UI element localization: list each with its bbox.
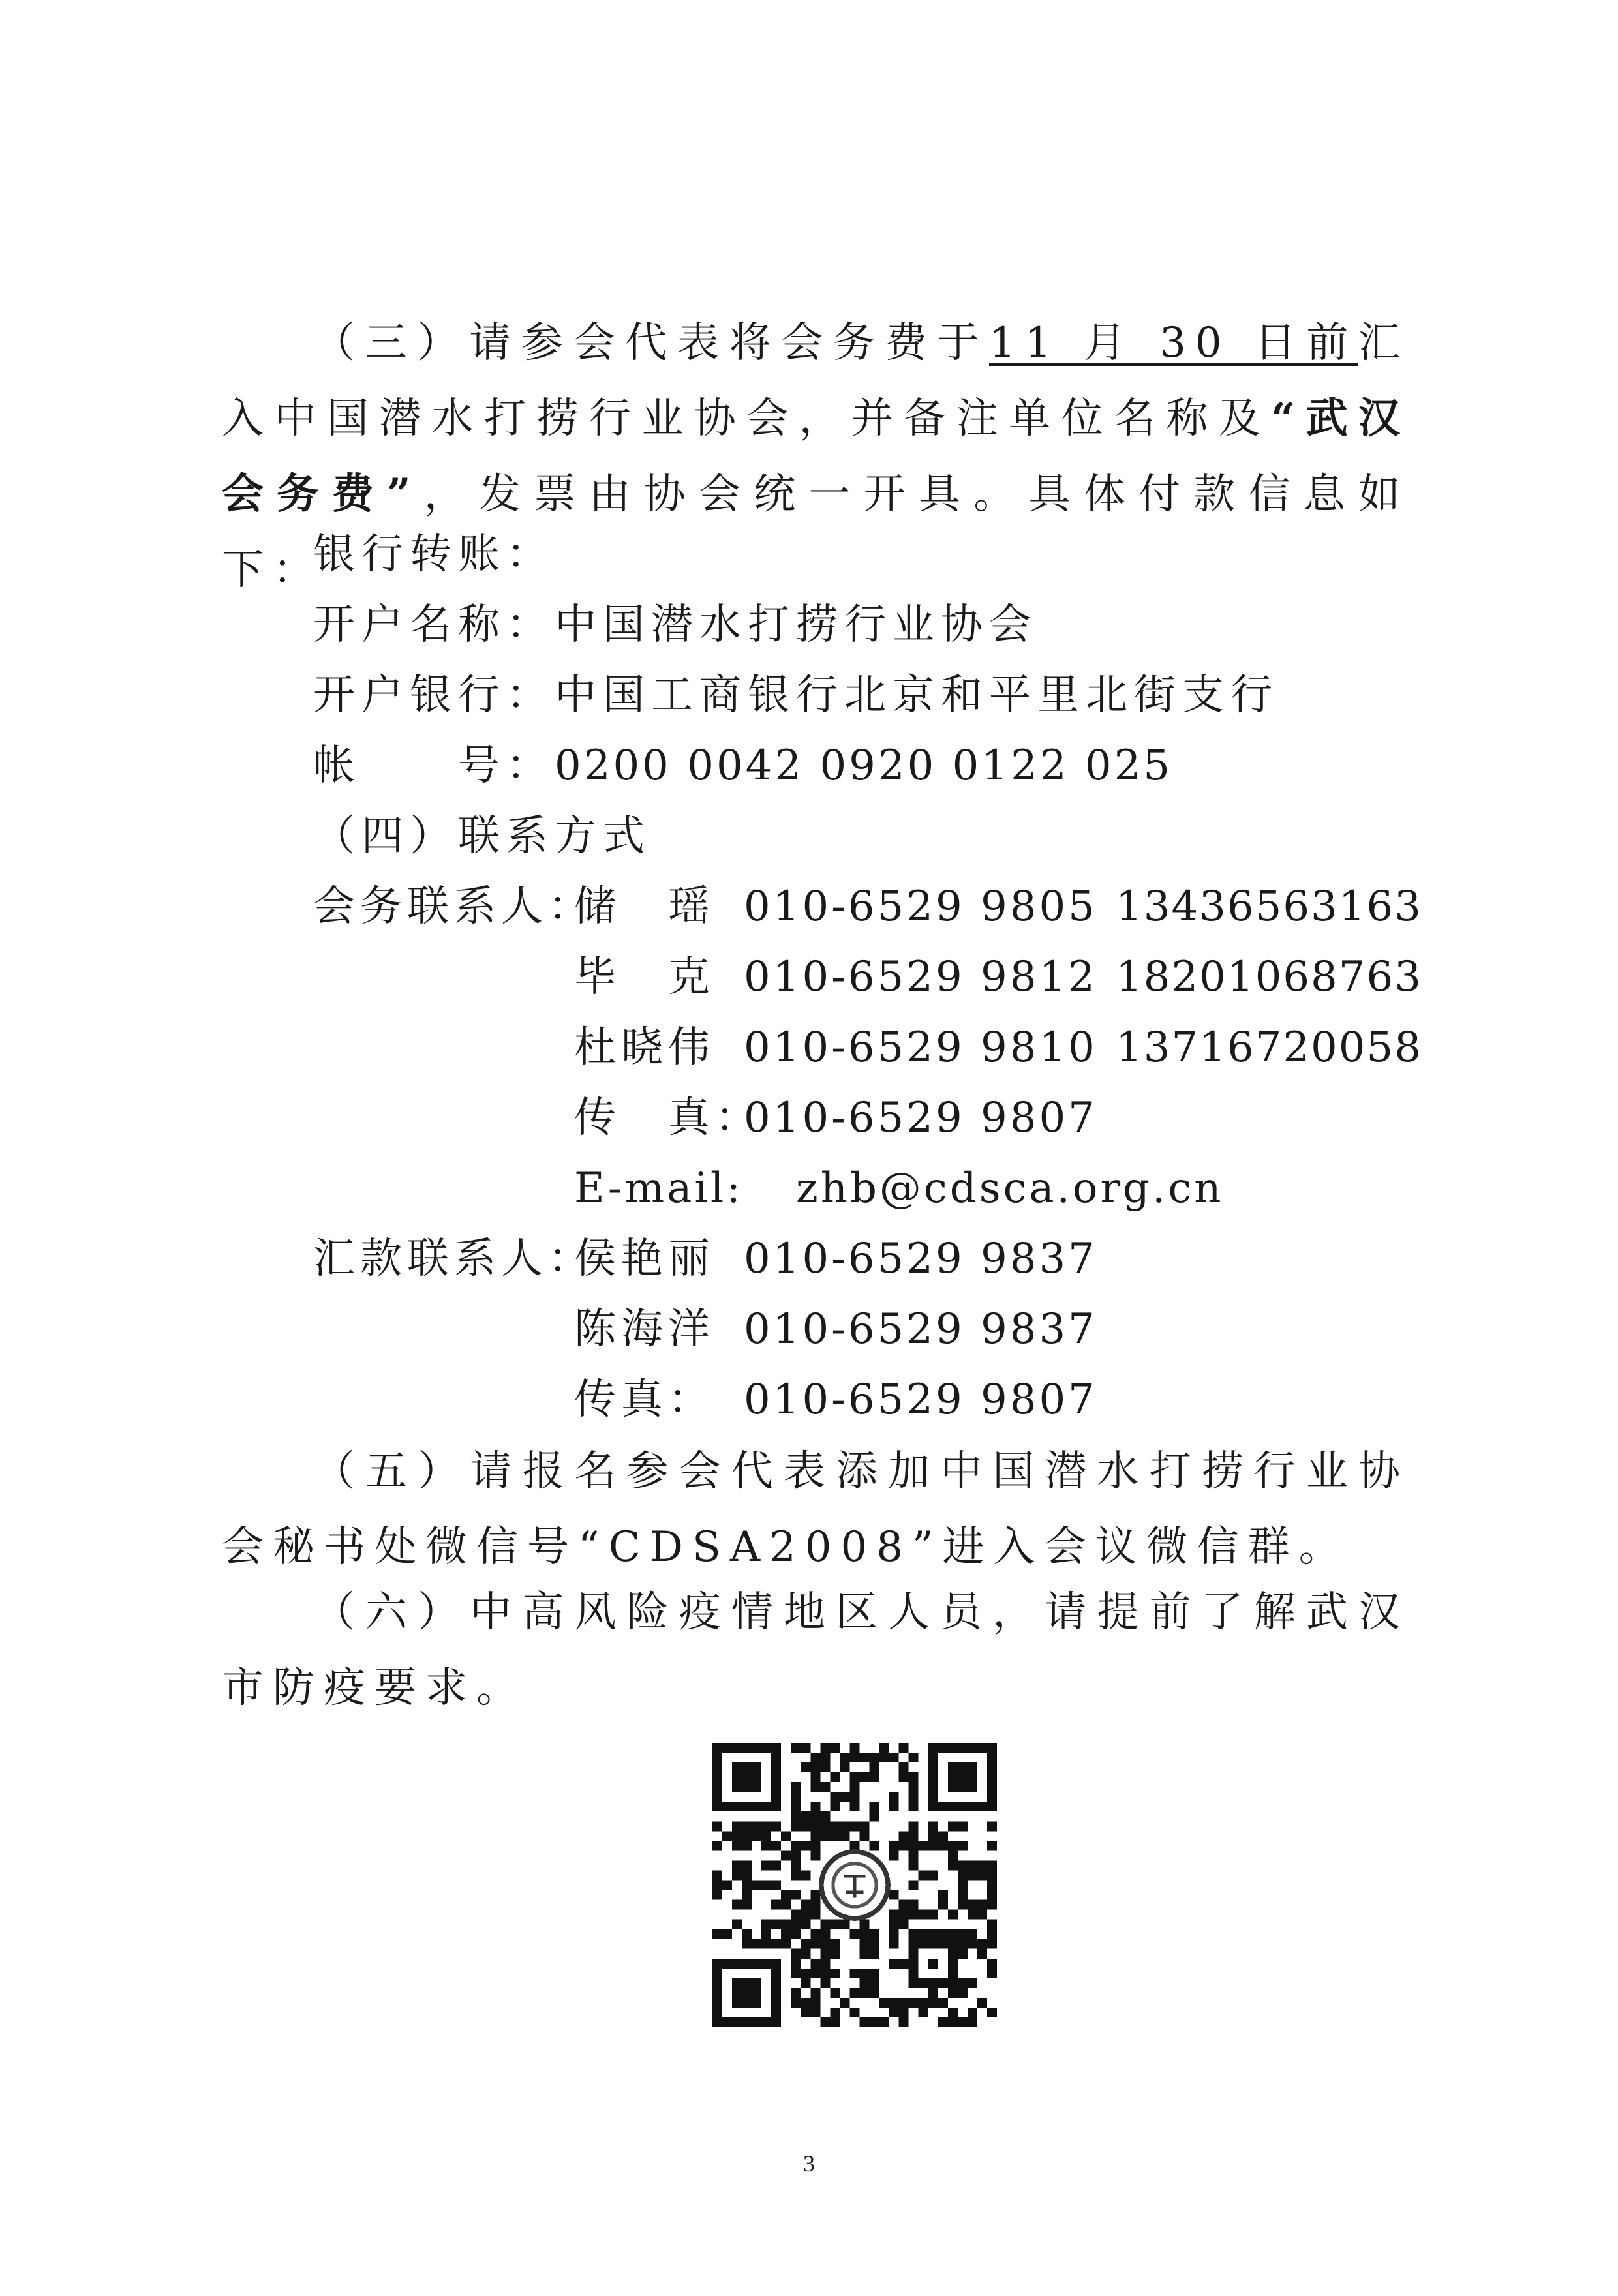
payment-deadline: 11 月 30 日前 [988,319,1359,367]
wechat-qr-code-icon [712,1743,997,2027]
fax-row: 传真： 010-6529 9807 [313,1365,1422,1435]
contact-row: 毕 克 010-6529 9812 18201068763 [574,953,1422,1001]
remit-contact-label: 汇款联系人： [313,1235,595,1283]
bank-name: 中国工商银行北京和平里北街支行 [555,671,1279,719]
contact-row: 会务联系人： 储 瑶 010-6529 9805 13436563163 [313,871,1422,942]
payment-remark: “武汉会务费” [222,394,1410,519]
account-name: 中国潜水打捞行业协会 [555,601,1037,649]
bank-line: 开户银行：中国工商银行北京和平里北街支行 [313,671,1279,719]
email-address: zhb@cdsca.org.cn [796,1164,1224,1213]
fax-row: 传 真： 010-6529 9807 [313,1083,1422,1153]
page-number: 3 [803,2151,815,2177]
payment-method: 银行转账： [313,530,555,579]
fax-number: 010-6529 9807 [744,1094,1097,1142]
section-5-paragraph: （五）请报名参会代表添加中国潜水打捞行业协会秘书处微信号“CDSA2008”进入会议微信群。 [222,1447,1409,1571]
account-number: 0200 0042 0920 0122 025 [555,742,1173,790]
section-3-paragraph: （三）请参会代表将会务费于11 月 30 日前汇入中国潜水打捞行业协会，并备注单位名称及“武汉会务费”，发票由协会统一开具。具体付款信息如下： [222,319,1410,594]
contact-row: 杜晓伟 010-6529 9810 13716720058 [574,1023,1422,1072]
contact-row: 汇款联系人： 侯艳丽 010-6529 9837 [313,1224,1422,1294]
contact-row: 陈海洋 010-6529 9837 [574,1305,1097,1353]
section-6-paragraph: （六）中高风险疫情地区人员，请提前了解武汉市防疫要求。 [222,1588,1409,1712]
section-4-title: （四）联系方式 [313,812,651,860]
account-name-line: 开户名称：中国潜水打捞行业协会 [313,601,1037,649]
conference-contact-label: 会务联系人： [313,883,595,931]
remit-fax-number: 010-6529 9807 [744,1376,1097,1424]
email-row: E-mail: zhb@cdsca.org.cn [313,1153,1422,1224]
contact-list [313,871,1422,1435]
account-number-line: 帐 号：0200 0042 0920 0122 025 [313,742,1173,790]
